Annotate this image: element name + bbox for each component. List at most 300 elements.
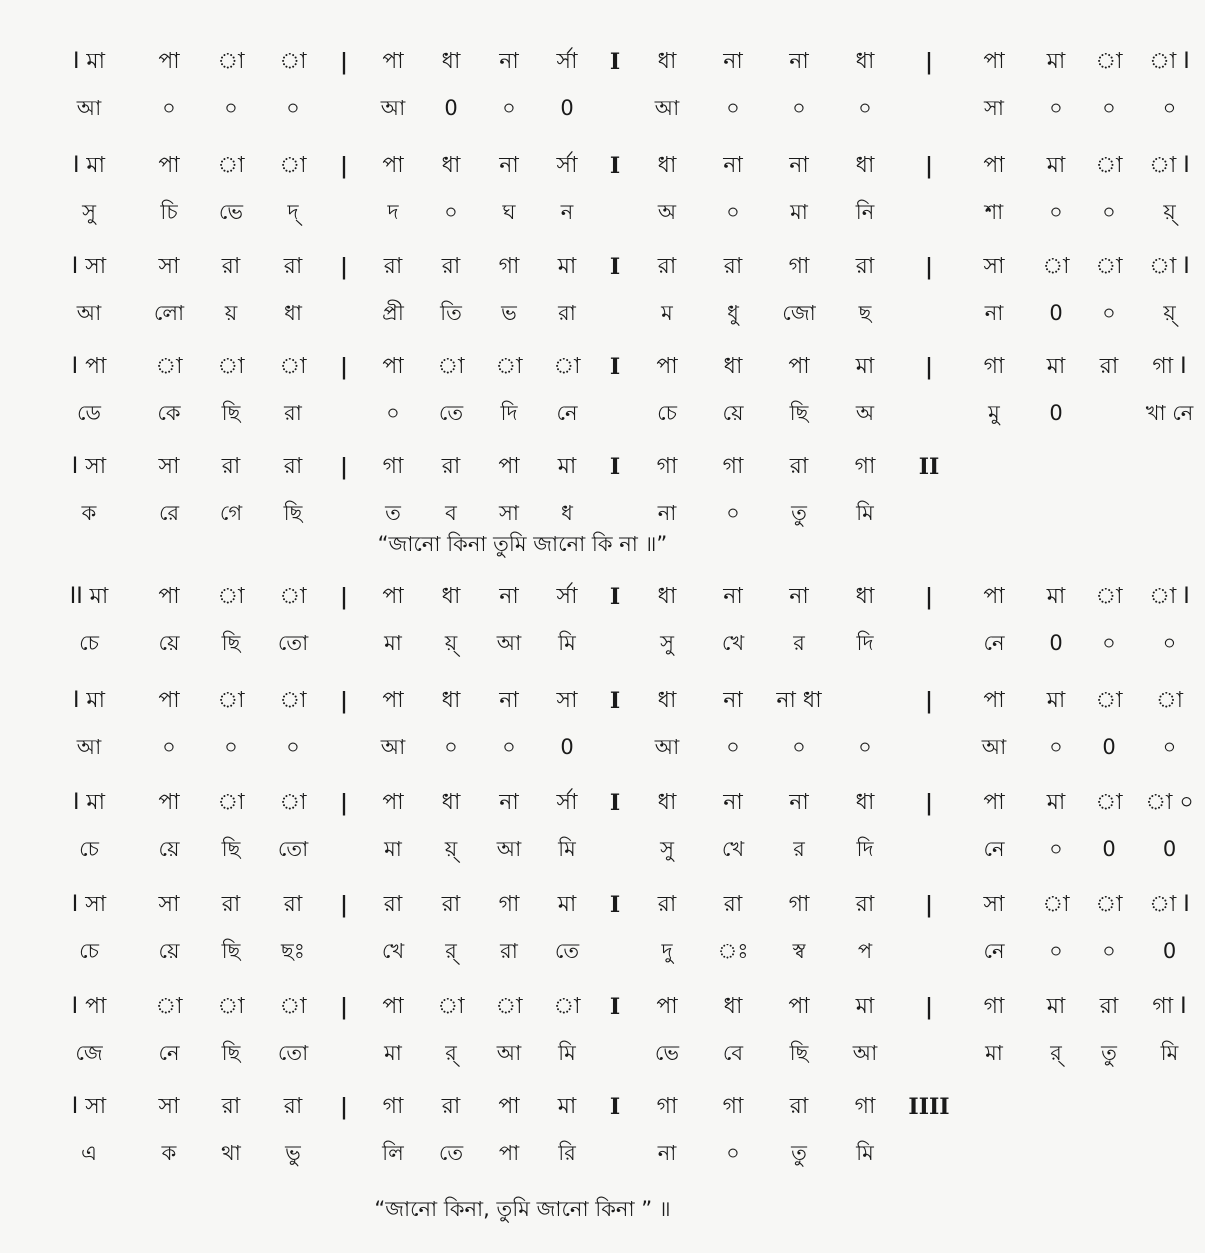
note: গা [983,354,1005,379]
lyric-syllable: ভে [654,1040,680,1065]
note: মা [1046,49,1066,74]
note: না [723,584,743,609]
note: া [553,994,581,1019]
note: গা I [1152,994,1187,1019]
lyric-syllable: দু [661,938,673,963]
note: না [723,790,743,815]
lyric-syllable: মি [558,630,576,655]
lyric-syllable: ০ [286,95,300,120]
lyric-syllable: ঃ [717,938,749,963]
note: পা [498,1094,520,1119]
note: ধা [723,994,743,1019]
lyric-syllable: না [657,1140,677,1165]
note: া [155,994,183,1019]
lyric-syllable: গে [219,500,243,525]
note: রা [855,254,875,279]
lyric-syllable: ০ [444,199,458,224]
notation-line [0,347,1187,387]
note: রা [283,1094,303,1119]
note: পা [656,994,678,1019]
bar-separator: | [924,254,933,280]
note: া [279,49,307,74]
lyric-syllable: আ [852,1040,878,1065]
note: মা [557,254,577,279]
lyric-syllable: রা [284,400,302,425]
lyric-syllable: আ [654,95,680,120]
note: সা [158,892,180,917]
note: না [499,584,519,609]
note: ধা [441,49,461,74]
lyric-syllable: নে [983,630,1005,655]
lyric-syllable: খে [721,836,745,861]
notation-line [0,885,1190,925]
lyric-syllable: ভু [285,1140,301,1165]
lyric-syllable: ০ [858,734,872,759]
bar-separator: | [339,354,348,380]
refrain-caption: “জানো কিনা, তুমি জানো কিনা ” ॥ [374,1197,671,1221]
note: রা [723,254,743,279]
lyric-syllable: জে [75,1040,103,1065]
lyric-syllable: রে [158,500,180,525]
lyric-line [0,931,1177,971]
note: সা [158,1094,180,1119]
note: না ধা [776,688,822,713]
lyric-syllable: সু [82,199,96,224]
lyric-syllable: ছঃ [281,938,305,963]
lyric-syllable: ছি [221,400,241,425]
lyric-syllable: ছি [789,1040,809,1065]
note: না [789,153,809,178]
lyric-syllable: খে [381,938,405,963]
lyric-syllable: নে [983,836,1005,861]
bar-separator: | [339,153,348,179]
note: পা [158,153,180,178]
lyric-syllable: ০ [1102,630,1116,655]
note: রা [1099,994,1119,1019]
note: পা [983,153,1005,178]
bar-separator: | [339,790,348,816]
bar-separator: I [609,584,621,610]
note: গা [656,454,678,479]
lyric-syllable: ঘ [502,199,516,224]
note: ধা [441,153,461,178]
note: রা [221,892,241,917]
lyric-syllable: ০ [1162,95,1177,120]
lyric-syllable: আ [496,630,522,655]
note: া ০ [1145,790,1194,815]
lyric-syllable: র [793,836,805,861]
lyric-syllable: 0 [444,95,458,120]
note: া [1095,688,1123,713]
lyric-syllable: 0 [1162,836,1177,861]
note: পা [158,790,180,815]
note: া I [1149,153,1190,178]
note: রা [441,254,461,279]
lyric-syllable: চে [657,400,677,425]
note: া [217,153,245,178]
bar-separator: | [339,254,348,280]
note: া [217,790,245,815]
note: I সা [71,892,107,917]
lyric-syllable: ০ [1102,938,1116,963]
bar-separator: | [339,994,348,1020]
note: পা [788,994,810,1019]
note: না [499,790,519,815]
lyric-syllable: ক [161,1140,177,1165]
lyric-syllable: নে [158,1040,180,1065]
lyric-syllable: আ [76,95,102,120]
note: রা [1099,354,1119,379]
note: পা [382,354,404,379]
lyric-syllable: লো [153,300,185,325]
lyric-syllable: দ্ [287,199,299,224]
lyric-syllable: তু [791,500,807,525]
lyric-syllable: য়্ [444,630,458,655]
lyric-syllable: ০ [444,734,458,759]
lyric-line [0,192,1176,232]
note: না [499,49,519,74]
note: গা [722,454,744,479]
lyric-syllable: পা [498,1140,520,1165]
lyric-line [0,293,1176,333]
note: া [1095,49,1123,74]
note: ধা [855,790,875,815]
note: া [217,688,245,713]
note: না [499,153,519,178]
bar-separator: | [924,790,933,816]
bar-separator: | [924,49,933,75]
note: া I [1149,49,1190,74]
lyric-syllable: মা [985,1040,1003,1065]
lyric-syllable: 0 [1049,300,1063,325]
note: পা [656,354,678,379]
note: র্সা [556,153,578,178]
notation-line [0,247,1190,287]
lyric-syllable: ০ [726,95,740,120]
lyric-syllable: ভে [218,199,244,224]
note: I মা [72,790,106,815]
lyric-syllable: তে [438,1140,464,1165]
note: পা [382,790,404,815]
note: সা [158,254,180,279]
lyric-syllable: চে [79,938,99,963]
note: া I [1149,254,1190,279]
lyric-syllable: মা [384,630,402,655]
lyric-syllable: য়ে [158,836,180,861]
bar-separator: I [609,354,621,380]
lyric-syllable: মু [988,400,1000,425]
note: I পা [71,354,107,379]
note: পা [983,790,1005,815]
lyric-syllable: র্ [1050,1040,1062,1065]
lyric-line [0,1033,1179,1073]
note: II মা [69,584,109,609]
lyric-syllable: তে [438,400,464,425]
note: রা [657,254,677,279]
lyric-syllable: মি [856,500,874,525]
lyric-syllable: মা [790,199,808,224]
lyric-syllable: ধু [727,300,739,325]
note: া [437,354,465,379]
note: রা [283,254,303,279]
note: I মা [72,688,106,713]
note: পা [382,153,404,178]
lyric-syllable: আ [654,734,680,759]
lyric-syllable: থা [221,1140,241,1165]
notation-line [0,783,1194,823]
lyric-syllable: অ [855,400,875,425]
lyric-syllable: নি [855,199,875,224]
lyric-syllable: রা [500,938,518,963]
note: সা [983,254,1005,279]
note: মা [855,354,875,379]
note: া [279,688,307,713]
note: া [279,584,307,609]
lyric-syllable: বে [722,1040,744,1065]
note: পা [382,688,404,713]
note: ধা [723,354,743,379]
note: রা [221,1094,241,1119]
bar-separator: I [609,790,621,816]
note: মা [855,994,875,1019]
lyric-syllable: ০ [726,1140,740,1165]
notation-line [0,146,1190,186]
note: গা [983,994,1005,1019]
note: রা [855,892,875,917]
lyric-syllable: চি [160,199,178,224]
bar-separator: | [339,1094,348,1120]
note: া [217,584,245,609]
note: রা [221,254,241,279]
note: া I [1149,584,1190,609]
note: র্সা [556,790,578,815]
lyric-syllable: সা [984,95,1004,120]
lyric-line [0,393,1194,433]
lyric-syllable: তু [1101,1040,1117,1065]
lyric-syllable: ০ [1162,734,1177,759]
lyric-syllable: য় [224,300,238,325]
bar-separator: I [609,892,621,918]
lyric-syllable: 0 [1102,836,1116,861]
lyric-syllable: ০ [1102,95,1116,120]
lyric-syllable: ০ [162,734,176,759]
lyric-syllable: আ [380,734,406,759]
lyric-syllable: জো [782,300,816,325]
lyric-syllable: য়্ [444,836,458,861]
note: না [789,790,809,815]
note: পা [382,49,404,74]
note: ধা [657,790,677,815]
lyric-syllable: ০ [286,734,300,759]
note: র্সা [556,584,578,609]
lyric-syllable: সু [660,836,674,861]
note: I পা [71,994,107,1019]
note: না [789,49,809,74]
note: গা [788,892,810,917]
lyric-line [0,829,1177,869]
lyric-syllable: তি [440,300,462,325]
lyric-syllable: ০ [726,734,740,759]
lyric-syllable: মি [558,836,576,861]
note: মা [1046,688,1066,713]
lyric-syllable: মি [856,1140,874,1165]
note: মা [1046,790,1066,815]
note: পা [983,688,1005,713]
note: না [723,153,743,178]
note: রা [657,892,677,917]
lyric-syllable: ছি [221,938,241,963]
note: া [155,354,183,379]
lyric-syllable: শা [984,199,1004,224]
note: মা [1046,153,1066,178]
note: া [553,354,581,379]
bar-separator: | [924,892,933,918]
notation-line [0,42,1190,82]
note: পা [382,584,404,609]
note: পা [983,49,1005,74]
lyric-syllable: এ [81,1140,97,1165]
note: মা [557,892,577,917]
lyric-syllable: ছি [221,1040,241,1065]
lyric-line [0,1133,1085,1173]
lyric-syllable: কে [157,400,181,425]
note: া [1095,790,1123,815]
lyric-line [0,727,1177,767]
note: ধা [855,49,875,74]
lyric-syllable: ম [661,300,673,325]
lyric-syllable: নে [983,938,1005,963]
note: রা [383,254,403,279]
lyric-syllable: ক [81,500,97,525]
lyric-syllable: আ [981,734,1007,759]
bar-separator: I [609,49,621,75]
note: I সা [71,454,107,479]
bar-separator: | [924,584,933,610]
lyric-syllable: খা নে [1145,400,1194,425]
lyric-syllable: সা [499,500,519,525]
lyric-syllable: ০ [162,95,176,120]
bar-separator: | [339,688,348,714]
note: সা [158,454,180,479]
note: পা [158,584,180,609]
lyric-syllable: সু [660,630,674,655]
note: রা [441,454,461,479]
lyric-syllable: ০ [224,95,238,120]
lyric-line [0,493,1085,533]
note: I সা [71,254,107,279]
note: ধা [441,688,461,713]
note: মা [557,1094,577,1119]
note: ধা [657,688,677,713]
lyric-syllable: তে [554,938,580,963]
bar-separator: | [924,153,933,179]
note: পা [158,688,180,713]
bar-separator: I [609,153,621,179]
note: না [789,584,809,609]
note: া [1095,584,1123,609]
bar-separator: | [339,454,348,480]
note: ধা [441,790,461,815]
note: রা [441,892,461,917]
bar-separator: I [609,454,621,480]
lyric-syllable: খে [721,630,745,655]
lyric-syllable: মা [384,836,402,861]
lyric-syllable: ০ [1049,836,1063,861]
lyric-syllable: চে [79,836,99,861]
lyric-syllable: দি [500,400,518,425]
note: ধা [657,49,677,74]
note: ধা [657,153,677,178]
notation-line [0,447,1085,487]
notation-line [0,1087,1085,1127]
lyric-syllable: ছ [858,300,872,325]
note: া [1095,153,1123,178]
note: গা [656,1094,678,1119]
lyric-syllable: ডে [77,400,101,425]
note: পা [498,454,520,479]
note: া [1095,254,1123,279]
lyric-syllable: ছি [283,500,303,525]
lyric-syllable: আ [76,300,102,325]
note: রা [283,454,303,479]
note: া [279,354,307,379]
lyric-syllable: র্ [445,938,457,963]
lyric-syllable: প্রী [382,300,404,325]
note: া [1042,254,1070,279]
lyric-syllable: ০ [792,734,806,759]
note: রা [789,454,809,479]
lyric-syllable: তো [277,630,309,655]
note: ধা [855,584,875,609]
lyric-syllable: চে [79,630,99,655]
note: মা [1046,354,1066,379]
note: া [1095,892,1123,917]
note: গা [498,254,520,279]
note: গা [382,454,404,479]
lyric-syllable: আ [496,836,522,861]
note: মা [1046,994,1066,1019]
note: রা [441,1094,461,1119]
bar-separator: | [339,49,348,75]
lyric-syllable: ধ [561,500,573,525]
note: না [723,688,743,713]
note: রা [383,892,403,917]
note: সা [983,892,1005,917]
note: গা [382,1094,404,1119]
note: গা [854,1094,876,1119]
note: I মা [72,153,106,178]
lyric-syllable: 0 [1102,734,1116,759]
note: রা [221,454,241,479]
lyric-syllable: য়ে [158,630,180,655]
lyric-line [0,623,1177,663]
lyric-syllable: তো [277,836,309,861]
note: পা [983,584,1005,609]
lyric-syllable: ০ [726,500,740,525]
lyric-syllable: ০ [1049,199,1063,224]
lyric-syllable: তু [791,1140,807,1165]
note: রা [723,892,743,917]
note: I মা [72,49,106,74]
lyric-syllable: ছি [221,836,241,861]
note: ধা [441,584,461,609]
lyric-syllable: আ [496,1040,522,1065]
lyric-syllable: য়্ [1163,199,1176,224]
lyric-line [0,88,1177,128]
note: পা [158,49,180,74]
lyric-syllable: 0 [560,95,574,120]
lyric-syllable: ভ [501,300,517,325]
